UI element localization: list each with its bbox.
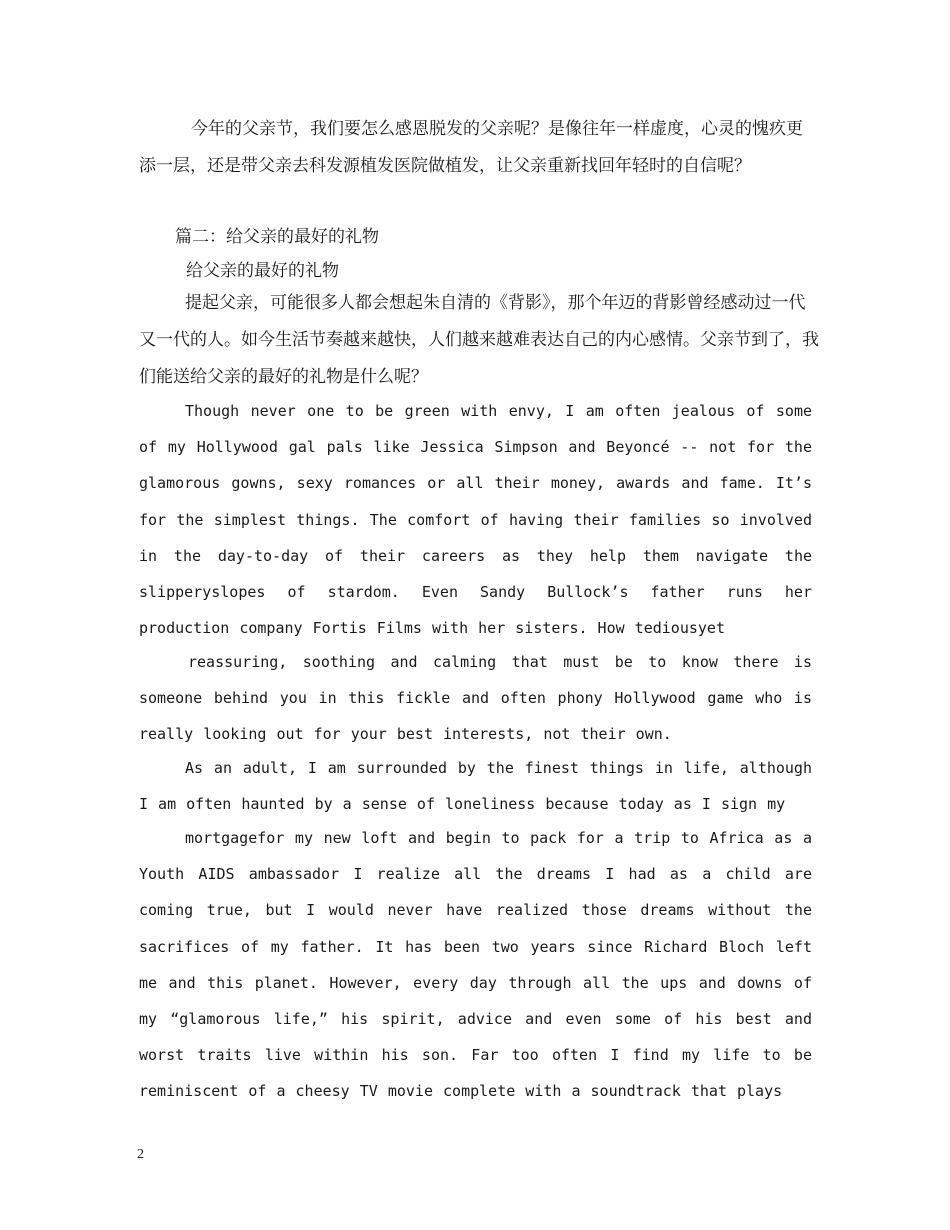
section-heading: 篇二：给父亲的最好的礼物	[175, 227, 379, 247]
paragraph-english-2: reassuring, soothing and calming that must be to know there is someone behind you in this fickle and often phony Hollywood game who is really looking out for your best interests, not their own.	[139, 653, 812, 744]
paragraph-english-4: mortgagefor my new loft and begin to pack for a trip to Africa as a Youth AIDS ambassador I realize all the dreams I had as a child are coming true, but I would never have realized those dreams without the sacrifices of my father. It has been two years since Richard Bloch left me and this planet. However, every day through all the ups and downs of my “glamorous life,” his spirit, advice and even some of his best and worst traits live within his son. Far too often I find my life to be reminiscent of a cheesy TV movie complete with a soundtrack that plays	[139, 829, 812, 1101]
page-number: 2	[137, 1147, 144, 1162]
paragraph-chinese-body: 提起父亲，可能很多人都会想起朱自清的《背影》，那个年迈的背影曾经感动过一代又一代的人。如今生活节奏越来越快，人们越来越难表达自己的内心感情。父亲节到了，我们能送给父亲的最好的礼物是什么呢？	[139, 293, 819, 387]
paragraph-intro: 今年的父亲节，我们要怎么感恩脱发的父亲呢？是像往年一样虚度，心灵的愧疚更添一层，还是带父亲去科发源植发医院做植发，让父亲重新找回年轻时的自信呢？	[139, 119, 803, 176]
paragraph-english-1: Though never one to be green with envy, I am often jealous of some of my Hollywood gal pals like Jessica Simpson and Beyoncé -- not for the glamorous gowns, sexy romances or all their money, awards and fame. It’s for the simplest things. The comfort of having their families so involved in the day-to-day of their careers as they help them navigate the slipperyslopes of stardom. Even Sandy Bullock’s father runs her production company Fortis Films with her sisters. How tediousyet	[139, 402, 812, 638]
paragraph-english-3: As an adult, I am surrounded by the finest things in life, although I am often haunted by a sense of loneliness because today as I sign my	[139, 759, 812, 814]
article-title: 给父亲的最好的礼物	[186, 261, 339, 281]
